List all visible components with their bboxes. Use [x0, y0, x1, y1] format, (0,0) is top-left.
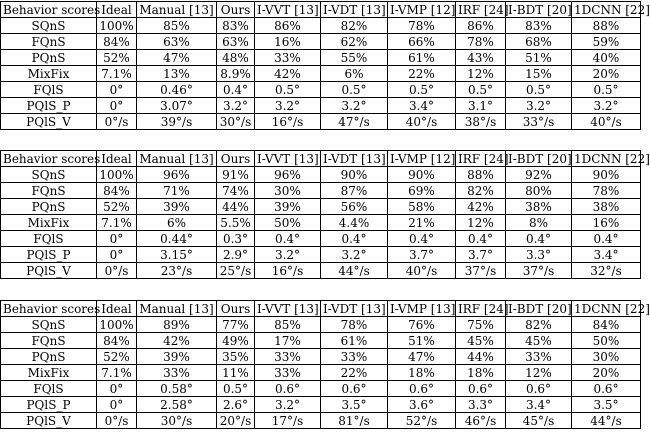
table-cell: 40% [572, 50, 641, 66]
table-cell: 12% [506, 365, 572, 381]
row-label: MixFix [1, 215, 97, 231]
column-header: I-BDT [20] [506, 2, 572, 18]
table-cell: 3.4° [572, 247, 641, 263]
table-cell: 42% [255, 66, 321, 82]
table-cell: 33% [255, 349, 321, 365]
row-label: PQnS [1, 349, 97, 365]
table-row [1, 98, 641, 114]
column-header: I-BDT [20] [506, 301, 572, 317]
table-cell: 33% [506, 349, 572, 365]
table-cell: 2.6° [217, 397, 255, 413]
table-cell: 61% [388, 50, 456, 66]
table-cell: 3.2° [321, 247, 388, 263]
table-cell: 100% [97, 317, 137, 333]
table-row [1, 66, 641, 82]
table-cell: 39% [137, 199, 217, 215]
table-cell: 33% [255, 365, 321, 381]
table-cell: 38% [572, 199, 641, 215]
row-label: PQlS_P [1, 98, 97, 114]
table-cell: 46°/s [456, 413, 506, 429]
column-header: Manual [13] [137, 301, 217, 317]
table-cell: 38°/s [456, 114, 506, 130]
table-cell: 35% [217, 349, 255, 365]
row-label: PQnS [1, 50, 97, 66]
table-cell: 69% [388, 183, 456, 199]
table-cell: 44% [456, 349, 506, 365]
table-cell: 47% [388, 349, 456, 365]
column-header: I-VVT [13] [255, 2, 321, 18]
column-header: I-BDT [20] [506, 151, 572, 167]
row-label: MixFix [1, 365, 97, 381]
table-cell: 0.5° [572, 82, 641, 98]
table-cell: 45% [456, 333, 506, 349]
table-cell: 82% [321, 18, 388, 34]
table-cell: 0° [97, 82, 137, 98]
column-header: Behavior scores [1, 301, 97, 317]
header-row [1, 151, 641, 167]
table-cell: 55% [321, 50, 388, 66]
table-cell: 16°/s [255, 114, 321, 130]
table-cell: 0.44° [137, 231, 217, 247]
table-cell: 11% [217, 365, 255, 381]
table-cell: 16% [572, 215, 641, 231]
table-row [1, 215, 641, 231]
column-header: I-VMP [12] [388, 2, 456, 18]
column-header: Ideal [97, 151, 137, 167]
table-cell: 78% [388, 18, 456, 34]
table-row [1, 247, 641, 263]
table-cell: 0.4° [456, 231, 506, 247]
table-row [1, 50, 641, 66]
table-cell: 81°/s [321, 413, 388, 429]
table-cell: 52°/s [388, 413, 456, 429]
table-cell: 0.58° [137, 381, 217, 397]
table-cell: 0.3° [217, 231, 255, 247]
table-row [1, 199, 641, 215]
table-cell: 0°/s [97, 263, 137, 279]
table-cell: 91% [217, 167, 255, 183]
table-cell: 3.5° [321, 397, 388, 413]
row-label: FQlS [1, 82, 97, 98]
table-cell: 22% [388, 66, 456, 82]
table-cell: 3.5° [572, 397, 641, 413]
table-cell: 21% [388, 215, 456, 231]
table-row [1, 18, 641, 34]
table-cell: 5.5% [217, 215, 255, 231]
table-cell: 39% [137, 349, 217, 365]
table-cell: 3.2° [255, 397, 321, 413]
table-cell: 76% [388, 317, 456, 333]
table-cell: 63% [217, 34, 255, 50]
table-cell: 49% [217, 333, 255, 349]
table-cell: 3.6° [388, 397, 456, 413]
table-cell: 45% [506, 333, 572, 349]
table-cell: 83% [506, 18, 572, 34]
table-cell: 90% [572, 167, 641, 183]
column-header: Ideal [97, 2, 137, 18]
column-header: Behavior scores [1, 2, 97, 18]
column-header: I-VMP [13] [388, 301, 456, 317]
table-cell: 17% [255, 333, 321, 349]
table-cell: 3.1° [456, 98, 506, 114]
row-label: PQlS_V [1, 413, 97, 429]
table-row [1, 167, 641, 183]
table-cell: 7.1% [97, 66, 137, 82]
table-cell: 17°/s [255, 413, 321, 429]
table-cell: 48% [217, 50, 255, 66]
table-cell: 33% [137, 365, 217, 381]
table-cell: 3.3° [506, 247, 572, 263]
table-cell: 0°/s [97, 114, 137, 130]
table-cell: 44°/s [572, 413, 641, 429]
table-cell: 0.6° [456, 381, 506, 397]
table-cell: 82% [456, 183, 506, 199]
column-header: 1DCNN [22] [572, 301, 641, 317]
column-header: IRF [24] [456, 151, 506, 167]
table-cell: 84% [97, 34, 137, 50]
column-header: I-VDT [13] [321, 2, 388, 18]
table-cell: 78% [321, 317, 388, 333]
column-header: I-VVT [13] [255, 301, 321, 317]
table-cell: 7.1% [97, 215, 137, 231]
column-header: Ours [217, 2, 255, 18]
row-label: PQlS_V [1, 263, 97, 279]
table-cell: 92% [506, 167, 572, 183]
column-header: Manual [13] [137, 2, 217, 18]
table-cell: 58% [388, 199, 456, 215]
column-header: IRF [24] [456, 301, 506, 317]
table-cell: 87% [321, 183, 388, 199]
column-header: Ideal [97, 301, 137, 317]
table-cell: 20% [572, 365, 641, 381]
table-cell: 42% [456, 199, 506, 215]
table-cell: 30°/s [217, 114, 255, 130]
column-header: I-VMP [12] [388, 151, 456, 167]
table-row [1, 365, 641, 381]
table-cell: 18% [388, 365, 456, 381]
table-cell: 0.5° [217, 381, 255, 397]
table-cell: 44°/s [321, 263, 388, 279]
table-cell: 88% [572, 18, 641, 34]
table-cell: 96% [137, 167, 217, 183]
table-cell: 7.1% [97, 365, 137, 381]
row-label: PQlS_P [1, 397, 97, 413]
table-cell: 6% [137, 215, 217, 231]
table-cell: 50% [255, 215, 321, 231]
row-label: SQnS [1, 317, 97, 333]
table-cell: 63% [137, 34, 217, 50]
table-cell: 13% [137, 66, 217, 82]
row-label: FQlS [1, 381, 97, 397]
table-cell: 37°/s [506, 263, 572, 279]
table-cell: 3.2° [572, 98, 641, 114]
table-cell: 47°/s [321, 114, 388, 130]
row-label: PQlS_V [1, 114, 97, 130]
table-cell: 12% [456, 215, 506, 231]
column-header: I-VDT [13] [321, 301, 388, 317]
table-cell: 6% [321, 66, 388, 82]
row-label: FQnS [1, 183, 97, 199]
table-cell: 2.58° [137, 397, 217, 413]
table-cell: 84% [97, 333, 137, 349]
table-cell: 82% [506, 317, 572, 333]
column-header: 1DCNN [22] [572, 2, 641, 18]
table-cell: 66% [388, 34, 456, 50]
table-row [1, 413, 641, 429]
table-cell: 84% [572, 317, 641, 333]
table-cell: 90% [321, 167, 388, 183]
table-cell: 0.4° [388, 231, 456, 247]
table-cell: 96% [255, 167, 321, 183]
table-cell: 61% [321, 333, 388, 349]
table-cell: 100% [97, 18, 137, 34]
column-header: Manual [13] [137, 151, 217, 167]
table-cell: 33°/s [506, 114, 572, 130]
table-cell: 33% [255, 50, 321, 66]
table-cell: 3.4° [388, 98, 456, 114]
row-label: SQnS [1, 18, 97, 34]
table-cell: 68% [506, 34, 572, 50]
table-cell: 51% [388, 333, 456, 349]
row-label: SQnS [1, 167, 97, 183]
row-label: PQnS [1, 199, 97, 215]
table-cell: 33% [321, 349, 388, 365]
table-cell: 3.2° [217, 98, 255, 114]
table-cell: 52% [97, 50, 137, 66]
table-cell: 71% [137, 183, 217, 199]
table-cell: 18% [456, 365, 506, 381]
column-header: I-VVT [13] [255, 151, 321, 167]
table-row [1, 397, 641, 413]
table-cell: 75% [456, 317, 506, 333]
table-row [1, 263, 641, 279]
table-cell: 16% [255, 34, 321, 50]
table-cell: 20°/s [217, 413, 255, 429]
table-cell: 37°/s [456, 263, 506, 279]
table-cell: 51% [506, 50, 572, 66]
table-cell: 62% [321, 34, 388, 50]
table-cell: 52% [97, 199, 137, 215]
table-cell: 80% [506, 183, 572, 199]
table-cell: 0.4° [321, 231, 388, 247]
table-cell: 50% [572, 333, 641, 349]
table-cell: 8.9% [217, 66, 255, 82]
table-cell: 40°/s [388, 263, 456, 279]
table-cell: 3.2° [255, 247, 321, 263]
table-cell: 4.4% [321, 215, 388, 231]
table-cell: 39°/s [137, 114, 217, 130]
table-cell: 0.4° [572, 231, 641, 247]
table-cell: 3.2° [255, 98, 321, 114]
table-cell: 0° [97, 231, 137, 247]
table-cell: 45°/s [506, 413, 572, 429]
table-cell: 40°/s [572, 114, 641, 130]
table-cell: 25°/s [217, 263, 255, 279]
table-row [1, 114, 641, 130]
row-label: PQlS_P [1, 247, 97, 263]
table-cell: 88% [456, 167, 506, 183]
column-header: 1DCNN [22] [572, 151, 641, 167]
table-cell: 0.5° [321, 82, 388, 98]
table-cell: 59% [572, 34, 641, 50]
table-row [1, 82, 641, 98]
table-cell: 3.4° [506, 397, 572, 413]
table-cell: 86% [255, 18, 321, 34]
table-cell: 52% [97, 349, 137, 365]
column-header: I-VDT [13] [321, 151, 388, 167]
header-row [1, 301, 641, 317]
table-cell: 23°/s [137, 263, 217, 279]
table-cell: 0.6° [321, 381, 388, 397]
table-cell: 38% [506, 199, 572, 215]
table-cell: 2.9° [217, 247, 255, 263]
row-label: FQnS [1, 34, 97, 50]
table-cell: 3.7° [388, 247, 456, 263]
table-cell: 0° [97, 98, 137, 114]
table-cell: 47% [137, 50, 217, 66]
table-cell: 0.5° [255, 82, 321, 98]
table-cell: 0.5° [506, 82, 572, 98]
table-cell: 0.4° [217, 82, 255, 98]
table-row [1, 34, 641, 50]
table-cell: 16°/s [255, 263, 321, 279]
table-cell: 85% [255, 317, 321, 333]
table-cell: 40°/s [388, 114, 456, 130]
table-row [1, 183, 641, 199]
table-cell: 0.6° [255, 381, 321, 397]
table-cell: 39% [255, 199, 321, 215]
table-cell: 85% [137, 18, 217, 34]
column-header: Ours [217, 301, 255, 317]
table-row [1, 333, 641, 349]
header-row [1, 2, 641, 18]
table-cell: 32°/s [572, 263, 641, 279]
table-cell: 78% [456, 34, 506, 50]
table-cell: 43% [456, 50, 506, 66]
table-cell: 0° [97, 247, 137, 263]
table-cell: 74% [217, 183, 255, 199]
table-row [1, 381, 641, 397]
table-row [1, 317, 641, 333]
row-label: FQnS [1, 333, 97, 349]
table-cell: 20% [572, 66, 641, 82]
table-cell: 78% [572, 183, 641, 199]
table-cell: 30% [255, 183, 321, 199]
table-cell: 83% [217, 18, 255, 34]
behavior-scores-table-1 [0, 1, 650, 130]
table-cell: 0.46° [137, 82, 217, 98]
column-header: IRF [24] [456, 2, 506, 18]
table-cell: 3.15° [137, 247, 217, 263]
table-row [1, 231, 641, 247]
table-cell: 12% [456, 66, 506, 82]
table-cell: 30°/s [137, 413, 217, 429]
table-cell: 30% [572, 349, 641, 365]
table-cell: 0.5° [456, 82, 506, 98]
behavior-scores-table-3 [0, 300, 650, 429]
table-cell: 3.2° [321, 98, 388, 114]
row-label: FQlS [1, 231, 97, 247]
table-cell: 0.6° [388, 381, 456, 397]
table-cell: 42% [137, 333, 217, 349]
table-cell: 100% [97, 167, 137, 183]
table-cell: 0.6° [506, 381, 572, 397]
table-cell: 15% [506, 66, 572, 82]
table-cell: 22% [321, 365, 388, 381]
table-cell: 56% [321, 199, 388, 215]
table-cell: 84% [97, 183, 137, 199]
table-cell: 0.4° [506, 231, 572, 247]
column-header: Ours [217, 151, 255, 167]
table-cell: 44% [217, 199, 255, 215]
table-cell: 8% [506, 215, 572, 231]
behavior-scores-table-2 [0, 150, 650, 279]
table-cell: 3.2° [506, 98, 572, 114]
table-cell: 3.7° [456, 247, 506, 263]
row-label: MixFix [1, 66, 97, 82]
table-cell: 90% [388, 167, 456, 183]
table-cell: 89% [137, 317, 217, 333]
table-cell: 3.3° [456, 397, 506, 413]
table-cell: 86% [456, 18, 506, 34]
table-cell: 0.5° [388, 82, 456, 98]
column-header: Behavior scores [1, 151, 97, 167]
table-cell: 77% [217, 317, 255, 333]
table-cell: 0° [97, 397, 137, 413]
table-cell: 0° [97, 381, 137, 397]
table-cell: 3.07° [137, 98, 217, 114]
table-row [1, 349, 641, 365]
table-cell: 0.4° [255, 231, 321, 247]
table-cell: 0°/s [97, 413, 137, 429]
table-cell: 0.6° [572, 381, 641, 397]
